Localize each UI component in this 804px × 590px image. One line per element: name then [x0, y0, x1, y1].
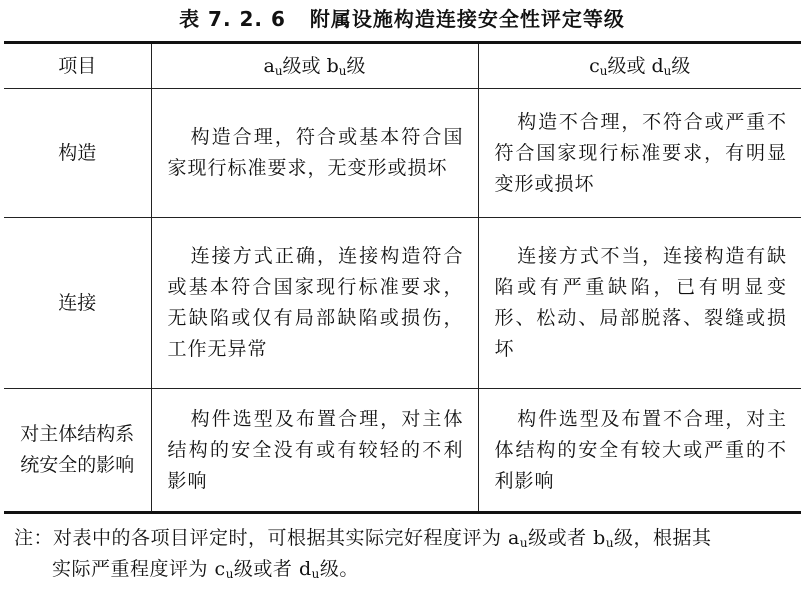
header-item: 项目: [4, 43, 151, 89]
row-item-connection: 连接: [4, 218, 151, 389]
rating-table: [4, 41, 801, 514]
table-caption: 附属设施构造连接安全性评定等级: [309, 7, 625, 31]
table-row: [4, 89, 801, 218]
row-item-construction: 构造: [4, 89, 151, 218]
row-construction-au-bu: 构造合理，符合或基本符合国家现行标准要求，无变形或损坏: [151, 89, 478, 218]
row-impact-cu-du: 构件选型及布置不合理，对主体结构的安全有较大或严重的不利影响: [478, 389, 801, 513]
row-connection-au-bu: 连接方式正确，连接构造符合或基本符合国家现行标准要求，无缺陷或仅有局部缺陷或损伤，工作无异常: [151, 218, 478, 389]
header-au-bu: $a_u$级或 $b_u$级: [151, 43, 478, 89]
row-construction-cu-du: 构造不合理，不符合或严重不符合国家现行标准要求，有明显变形或损坏: [478, 89, 801, 218]
row-connection-cu-du: 连接方式不当，连接构造有缺陷或有严重缺陷，已有明显变形、松动、局部脱落、裂缝或损坏: [478, 218, 801, 389]
table-row: [4, 218, 801, 389]
table-row: [4, 389, 801, 513]
row-item-impact: 对主体结构系 统安全的影响: [4, 389, 151, 513]
table-note: 注：对表中的各项目评定时，可根据其实际完好程度评为 $a_u$级或者 $b_u$级，根据其 实际严重程度评为 $c_u$级或者 $d_u$级。: [14, 527, 712, 581]
table-number: 表 7. 2. 6: [179, 7, 286, 31]
header-cu-du: $c_u$级或 $d_u$级: [478, 43, 801, 89]
row-impact-au-bu: 构件选型及布置合理，对主体结构的安全没有或有较轻的不利影响: [151, 389, 478, 513]
table-title: [0, 4, 804, 34]
header-row: [4, 43, 801, 89]
